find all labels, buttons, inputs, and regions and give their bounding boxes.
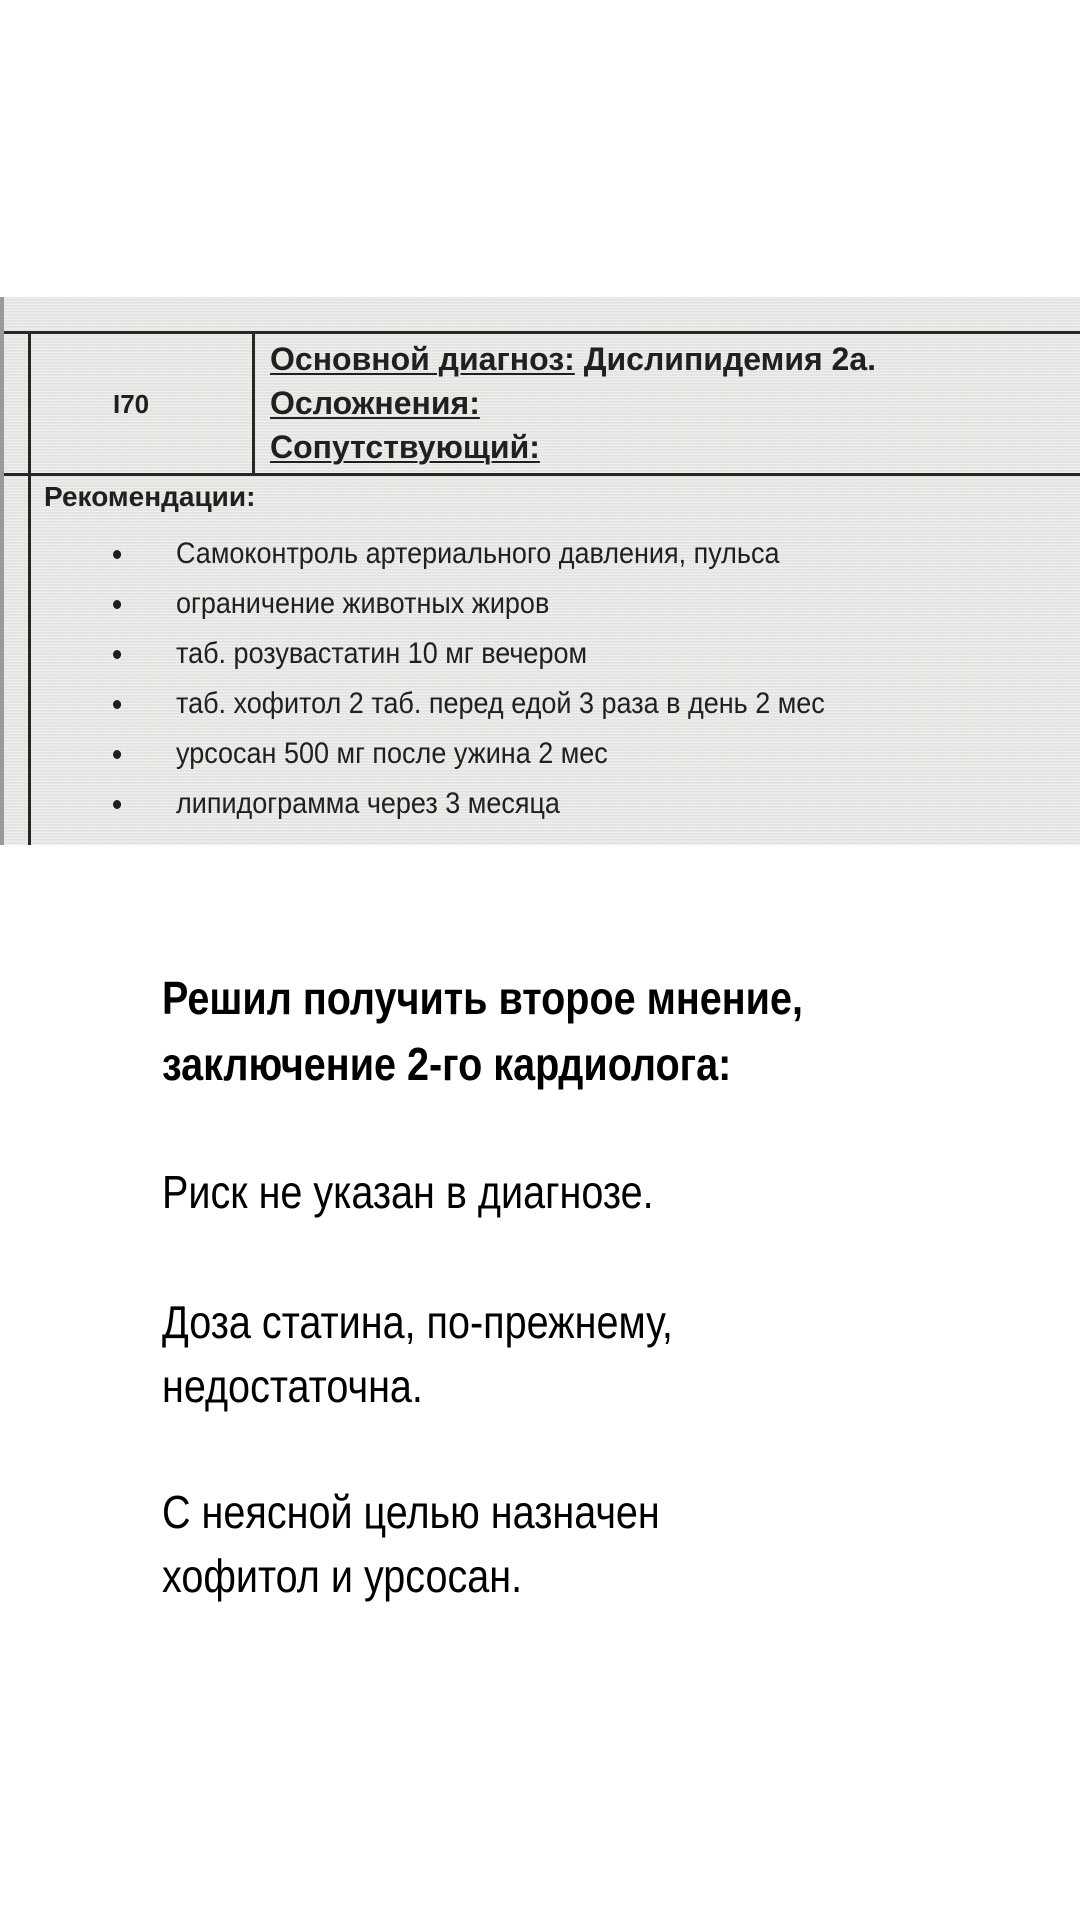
- commentary-paragraph-statin: [162, 1290, 1022, 1418]
- main-diagnosis-value: Дислипидемия 2а.: [574, 341, 877, 377]
- recommendation-text: таб. розувастатин 10 мг вечером: [176, 637, 588, 670]
- list-item: [18, 679, 825, 729]
- diagnosis-code: I70: [113, 389, 150, 419]
- complications-label: Осложнения:: [270, 385, 480, 421]
- commentary-paragraph-risk: [162, 1160, 1022, 1224]
- paragraph-line: Доза статина, по-прежнему,: [162, 1296, 673, 1348]
- recommendation-text: Самоконтроль артериального давления, пульса: [176, 537, 780, 570]
- main-diagnosis-label: Основной диагноз:: [270, 341, 575, 377]
- list-item: [18, 629, 825, 679]
- heading-line: Решил получить второе мнение,: [162, 972, 803, 1024]
- recommendations-title: Рекомендации:: [44, 481, 256, 512]
- recommendation-text: липидограмма через 3 месяца: [176, 787, 560, 820]
- list-item: [18, 529, 825, 579]
- concomitant: [270, 429, 540, 466]
- recommendation-text: таб. хофитол 2 таб. перед едой 3 раза в день 2 мес: [176, 687, 825, 720]
- complications: [270, 385, 480, 422]
- bullet-icon: [113, 700, 121, 709]
- paragraph-line: хофитол и урсосан.: [162, 1550, 523, 1602]
- recommendation-text: ограничение животных жиров: [176, 587, 550, 620]
- bullet-icon: [113, 600, 121, 609]
- bullet-icon: [113, 650, 121, 659]
- bullet-icon: [113, 800, 121, 809]
- paragraph-line: недостаточна.: [162, 1360, 423, 1412]
- commentary-heading: [162, 965, 1022, 1097]
- medical-document-photo: [0, 297, 1080, 845]
- main-diagnosis: [270, 341, 876, 378]
- table-cell-divider: [252, 331, 255, 475]
- commentary-paragraph-prescriptions: [162, 1480, 1022, 1608]
- list-item: [18, 579, 825, 629]
- list-item: [18, 779, 825, 829]
- table-row-divider: [0, 473, 1080, 476]
- paragraph-line: Риск не указан в диагнозе.: [162, 1166, 654, 1218]
- paragraph-line: С неясной целью назначен: [162, 1486, 660, 1538]
- concomitant-label: Сопутствующий:: [270, 429, 540, 465]
- table-top-border: [0, 331, 1080, 334]
- bullet-icon: [113, 550, 121, 559]
- list-item: [18, 729, 825, 779]
- recommendation-text: урсосан 500 мг после ужина 2 мес: [176, 737, 608, 770]
- bullet-icon: [113, 750, 121, 759]
- heading-line: заключение 2-го кардиолога:: [162, 1038, 732, 1090]
- recommendations-list: [0, 529, 897, 829]
